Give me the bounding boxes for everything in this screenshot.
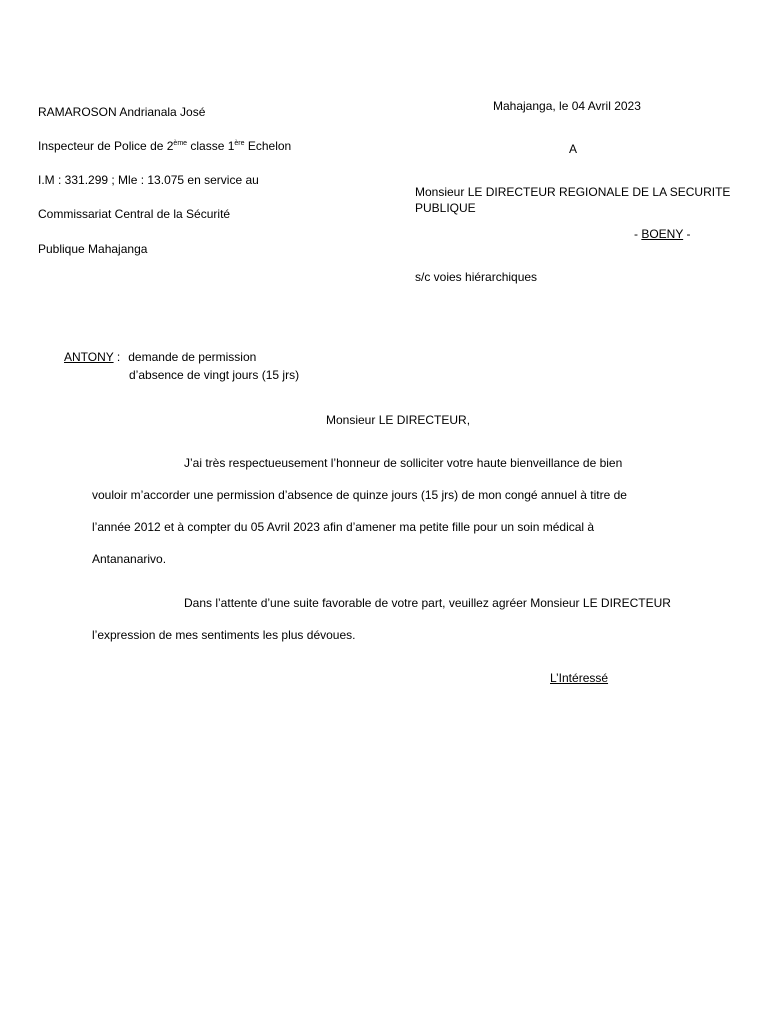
body-p1-line-3: l’année 2012 et à compter du 05 Avril 2023 afin d’amener ma petite fille pour un soin médical à [92, 520, 595, 534]
recipient-region [634, 226, 690, 242]
subject-text-1: demande de permission [128, 350, 257, 364]
recipient-line-1: Monsieur LE DIRECTEUR REGIONALE DE LA SECURITE [415, 185, 731, 199]
rank-suffix: Echelon [244, 139, 292, 153]
subject-label: ANTONY [64, 350, 114, 364]
rank-sup-1: ème [173, 140, 188, 147]
rank-prefix: Inspecteur de Police de 2 [38, 139, 174, 153]
rank-mid: classe 1 [187, 139, 235, 153]
recipient-to: A [569, 142, 578, 156]
sender-im-line: I.M : 331.299 ; Mle : 13.075 en service au [38, 173, 259, 187]
region-suffix: - [683, 227, 691, 241]
sender-name: RAMAROSON Andrianala José [38, 105, 206, 119]
place-date: Mahajanga, le 04 Avril 2023 [493, 99, 641, 113]
signature-label: L’Intéressé [550, 671, 609, 685]
body-p2-line-2: l’expression de mes sentiments les plus dévoues. [92, 628, 356, 642]
subject-line-1 [64, 349, 256, 365]
sender-office-line-1: Commissariat Central de la Sécurité [38, 207, 231, 221]
body-p2-line-1: Dans l’attente d’une suite favorable de votre part, veuillez agréer Monsieur LE DIRECTEUR [184, 596, 671, 610]
body-p1-line-1: J’ai très respectueusement l’honneur de solliciter votre haute bienveillance de bien [184, 456, 623, 470]
sender-office-line-2: Publique Mahajanga [38, 242, 148, 256]
recipient-line-2: PUBLIQUE [415, 201, 476, 215]
body-p1-line-4: Antananarivo. [92, 552, 167, 566]
recipient-via: s/c voies hiérarchiques [415, 270, 538, 284]
salutation: Monsieur LE DIRECTEUR, [326, 413, 471, 427]
region-name: BOENY [641, 227, 684, 241]
rank-sup-2: ère [234, 140, 245, 147]
subject-line-2: d’absence de vingt jours (15 jrs) [129, 368, 300, 382]
subject-separator: : [113, 350, 121, 364]
body-p1-line-2: vouloir m’accorder une permission d’absence de quinze jours (15 jrs) de mon congé annuel à titre de [92, 488, 627, 502]
region-prefix: - [634, 227, 642, 241]
sender-rank [38, 138, 291, 154]
